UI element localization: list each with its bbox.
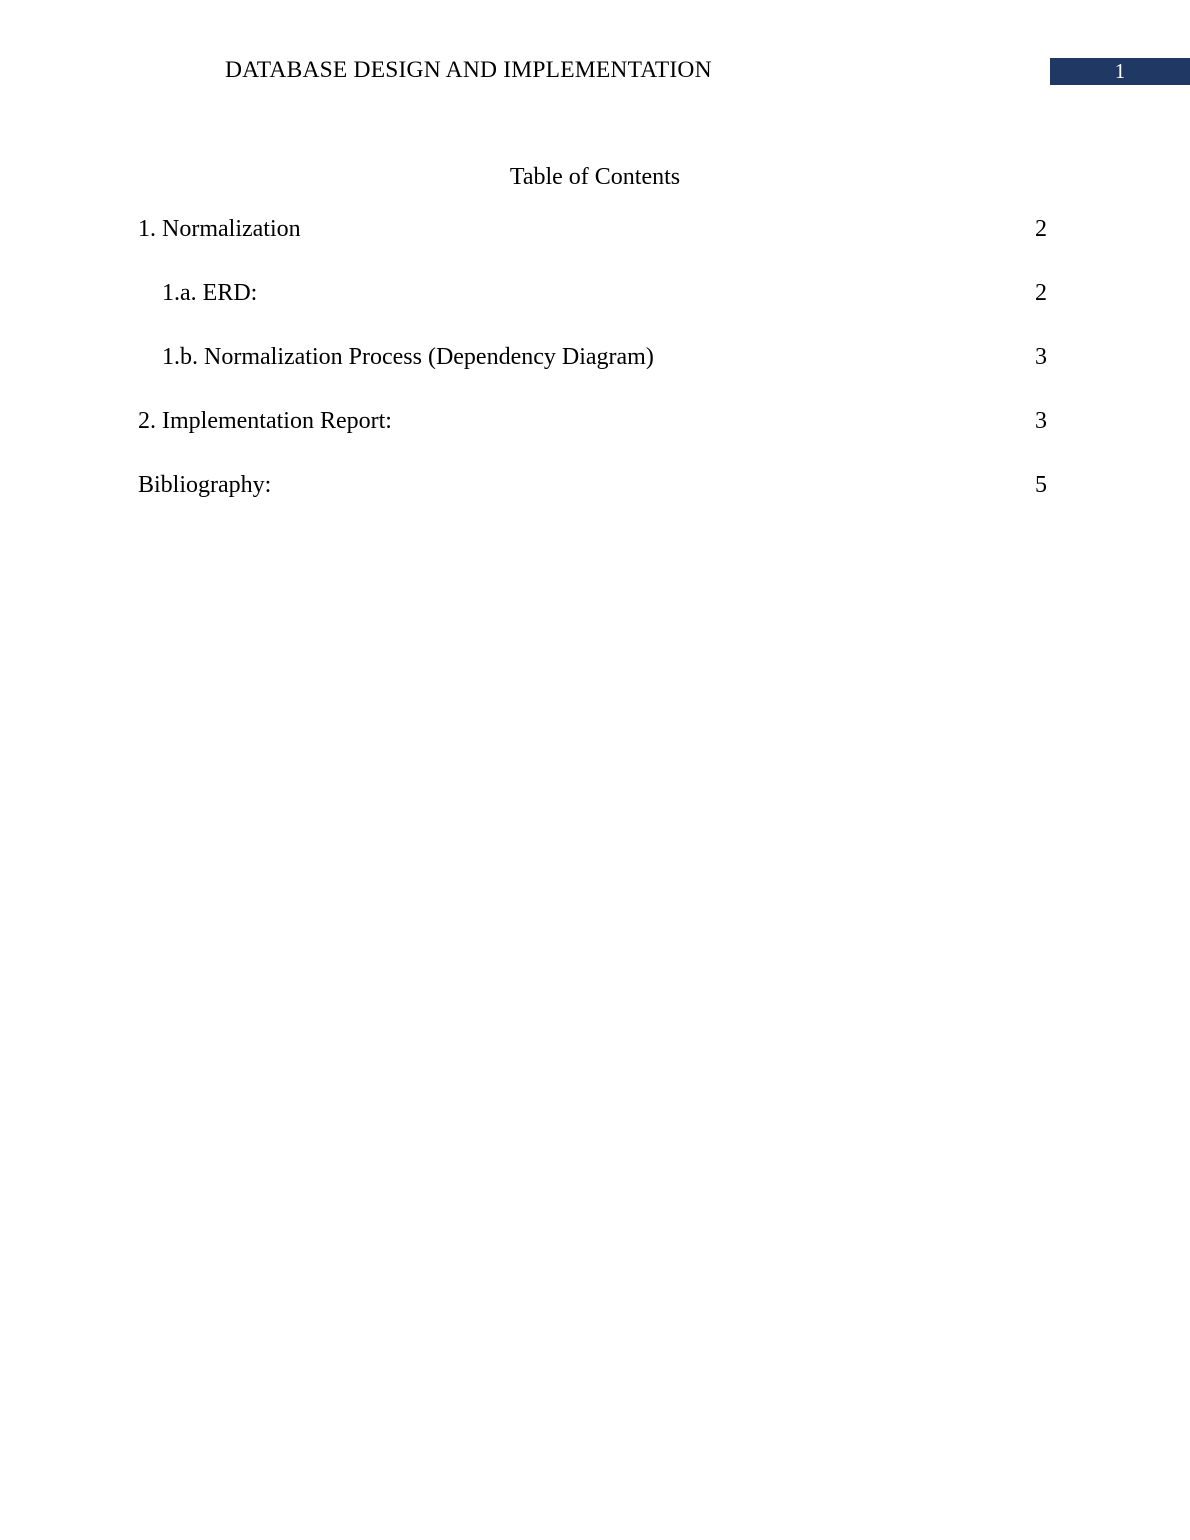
- toc-entry[interactable]: [138, 342, 1052, 406]
- toc-entry-label: 1. Normalization: [138, 216, 301, 242]
- toc-entry-label: Bibliography:: [138, 472, 272, 498]
- page-header: [0, 52, 1190, 90]
- toc-entry-page: 2: [1035, 280, 1047, 306]
- toc-heading: Table of Contents: [509, 164, 681, 190]
- toc-entry-label: 1.b. Normalization Process (Dependency Diagram): [162, 344, 654, 370]
- toc-entry-page: 2: [1035, 216, 1047, 242]
- toc-entry-page: 5: [1035, 472, 1047, 498]
- page-number: 1: [1114, 59, 1126, 83]
- toc-entry[interactable]: [138, 470, 1052, 534]
- toc-entry[interactable]: [138, 278, 1052, 342]
- toc-entry-page: 3: [1035, 344, 1047, 370]
- toc-entry-label: 1.a. ERD:: [162, 280, 258, 306]
- header-title: DATABASE DESIGN AND IMPLEMENTATION: [225, 57, 712, 83]
- toc-entry[interactable]: [138, 214, 1052, 278]
- toc-entry-page: 3: [1035, 408, 1047, 434]
- toc-entry[interactable]: [138, 406, 1052, 470]
- table-of-contents: [138, 214, 1052, 534]
- toc-entry-label: 2. Implementation Report:: [138, 408, 392, 434]
